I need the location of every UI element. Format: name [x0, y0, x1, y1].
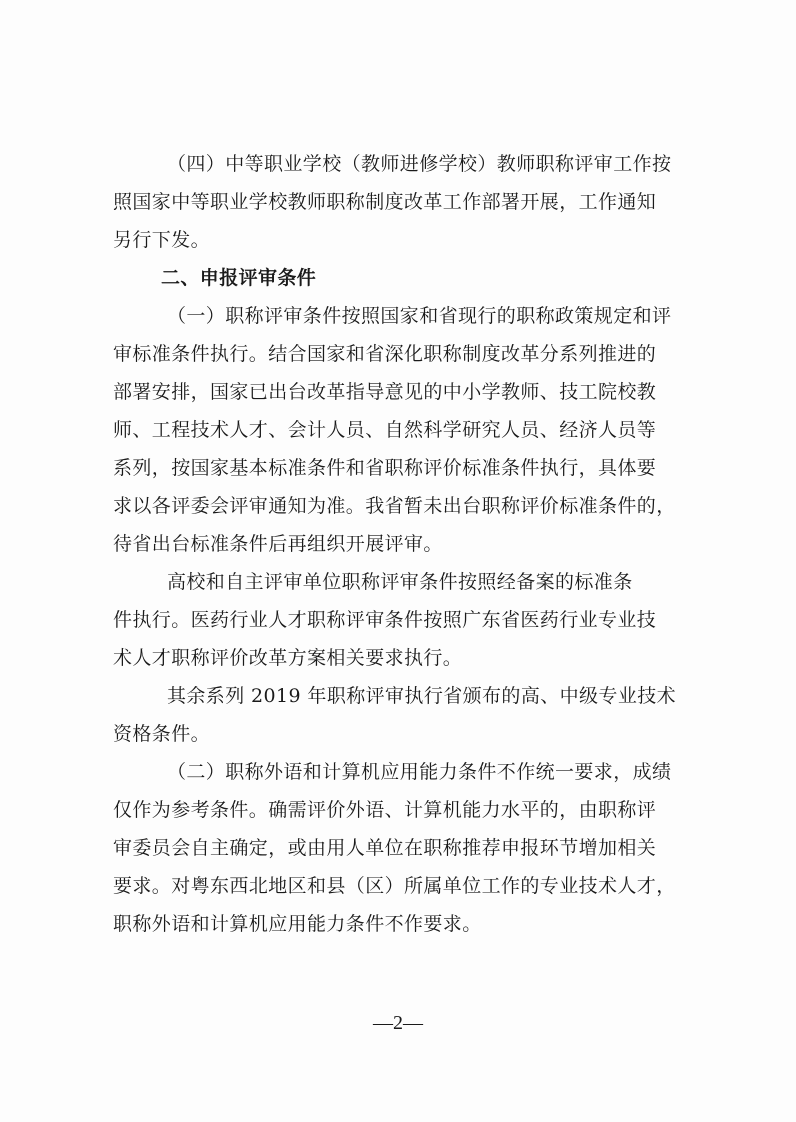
paragraph-foreign-language: [113, 753, 705, 943]
text-line: 审标准条件执行。结合国家和省深化职称制度改革分系列推进的: [113, 343, 657, 365]
text-line: 其余系列 2019 年职称评审执行省颁布的高、中级专业技术: [167, 685, 677, 707]
page-number: —2—: [373, 1012, 423, 1034]
text-line: 师、工程技术人才、会计人员、自然科学研究人员、经济人员等: [113, 419, 657, 441]
text-line: （四）中等职业学校（教师进修学校）教师职称评审工作按: [167, 153, 672, 175]
text-line: 术人才职称评价改革方案相关要求执行。: [113, 647, 463, 669]
document-body: [113, 145, 705, 943]
paragraph-other-series: [113, 677, 705, 753]
paragraph-secondary-vocational: [113, 145, 705, 259]
text-line: 资格条件。: [113, 723, 211, 745]
text-line: 照国家中等职业学校教师职称制度改革工作部署开展，工作通知: [113, 191, 657, 213]
text-line: 审委员会自主确定，或由用人单位在职称推荐申报环节增加相关: [113, 837, 657, 859]
text-line: 部署安排，国家已出台改革指导意见的中小学教师、技工院校教: [113, 381, 657, 403]
text-line: 仅作为参考条件。确需评价外语、计算机能力水平的，由职称评: [113, 799, 657, 821]
text-line: 要求。对粤东西北地区和县（区）所属单位工作的专业技术人才，: [113, 875, 676, 897]
paragraph-review-conditions: [113, 297, 705, 563]
text-line: 另行下发。: [113, 229, 211, 251]
text-line: （一）职称评审条件按照国家和省现行的职称政策规定和评: [167, 305, 672, 327]
text-line: 件执行。医药行业人才职称评审条件按照广东省医药行业专业技: [113, 609, 657, 631]
text-line: 高校和自主评审单位职称评审条件按照经备案的标准条: [167, 571, 633, 593]
text-line: （二）职称外语和计算机应用能力条件不作统一要求，成绩: [167, 761, 672, 783]
text-line: 职称外语和计算机应用能力条件不作要求。: [113, 913, 482, 935]
text-line: 待省出台标准条件后再组织开展评审。: [113, 533, 443, 555]
text-line: 求以各评委会评审通知为准。我省暂未出台职称评价标准条件的，: [113, 495, 676, 517]
paragraph-universities: [113, 563, 705, 677]
section-heading: 二、申报评审条件: [161, 267, 317, 289]
text-line: 系列，按国家基本标准条件和省职称评价标准条件执行，具体要: [113, 457, 657, 479]
